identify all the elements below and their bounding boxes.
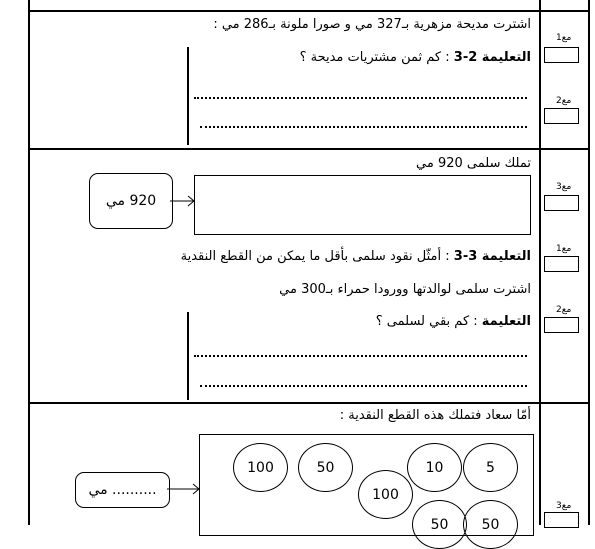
right-border <box>588 0 590 525</box>
coin: 100 <box>233 443 288 492</box>
section3-score-label-1: مع3 <box>556 501 572 511</box>
coin: 50 <box>463 500 518 549</box>
section2-answer-line-2[interactable] <box>200 385 527 387</box>
section1-score-label-2: مع2 <box>556 96 572 106</box>
section2-statement: تملك سلمى 920 مي <box>416 156 531 171</box>
section1-score-box-2[interactable] <box>544 108 579 124</box>
section1-instruction-label: التعليمة 2-3 <box>453 50 531 65</box>
section-divider-1 <box>28 148 590 150</box>
section2-score-label-3: مع2 <box>556 305 572 315</box>
section3-arrow <box>167 482 201 496</box>
section2-instruction1 <box>181 249 531 265</box>
coin: 50 <box>412 500 467 549</box>
section3-score-box-1[interactable] <box>544 512 579 528</box>
coin: 5 <box>463 443 518 492</box>
section3-answer-box[interactable]: .......... مي <box>75 472 170 508</box>
section1-score-label-1: مع1 <box>556 33 572 43</box>
section2-instruction1-label: التعليمة 3-3 <box>453 249 531 264</box>
section2-instruction2 <box>376 314 531 330</box>
section2-drawing-box[interactable] <box>194 175 531 235</box>
section2-score-box-2[interactable] <box>544 256 579 272</box>
section2-instruction2-text: : كم بقي لسلمى ؟ <box>375 314 482 329</box>
top-border <box>28 10 590 12</box>
section1-statement: اشترت مديحة مزهرية بـ327 مي و صورا ملونة بـ286 مي : <box>213 17 531 32</box>
section2-score-label-1: مع3 <box>556 182 572 192</box>
section-divider-2 <box>28 402 590 404</box>
section1-answer-bar <box>187 47 189 145</box>
section2-amount-box: 920 مي <box>89 173 173 229</box>
section1-instruction <box>300 50 531 66</box>
section2-instruction1-text: : أمثّل نقود سلمى بأقل ما يمكن من القطع النقدية <box>180 249 454 264</box>
section2-answer-bar <box>187 312 189 400</box>
section2-score-box-1[interactable] <box>544 195 579 211</box>
left-border <box>28 0 30 525</box>
section1-score-box-1[interactable] <box>544 47 579 63</box>
section1-instruction-text: : كم ثمن مشتريات مديحة ؟ <box>299 50 454 65</box>
coin: 10 <box>407 443 462 492</box>
section1-answer-line-2[interactable] <box>200 126 527 128</box>
section1-answer-line-1[interactable] <box>194 97 527 99</box>
section3-statement: أمّا سعاد فتملك هذه القطع النقدية : <box>339 408 531 423</box>
coin: 50 <box>298 443 353 492</box>
section2-statement2: اشترت سلمى لوالدتها وورودا حمراء بـ300 مي <box>279 282 531 297</box>
section2-arrow <box>170 194 196 208</box>
score-column-divider <box>539 0 541 525</box>
section2-instruction2-label: التعليمة <box>481 314 531 329</box>
section2-score-box-3[interactable] <box>544 317 579 333</box>
section2-answer-line-1[interactable] <box>194 355 527 357</box>
coin: 100 <box>358 470 413 519</box>
section2-score-label-2: مع1 <box>556 244 572 254</box>
